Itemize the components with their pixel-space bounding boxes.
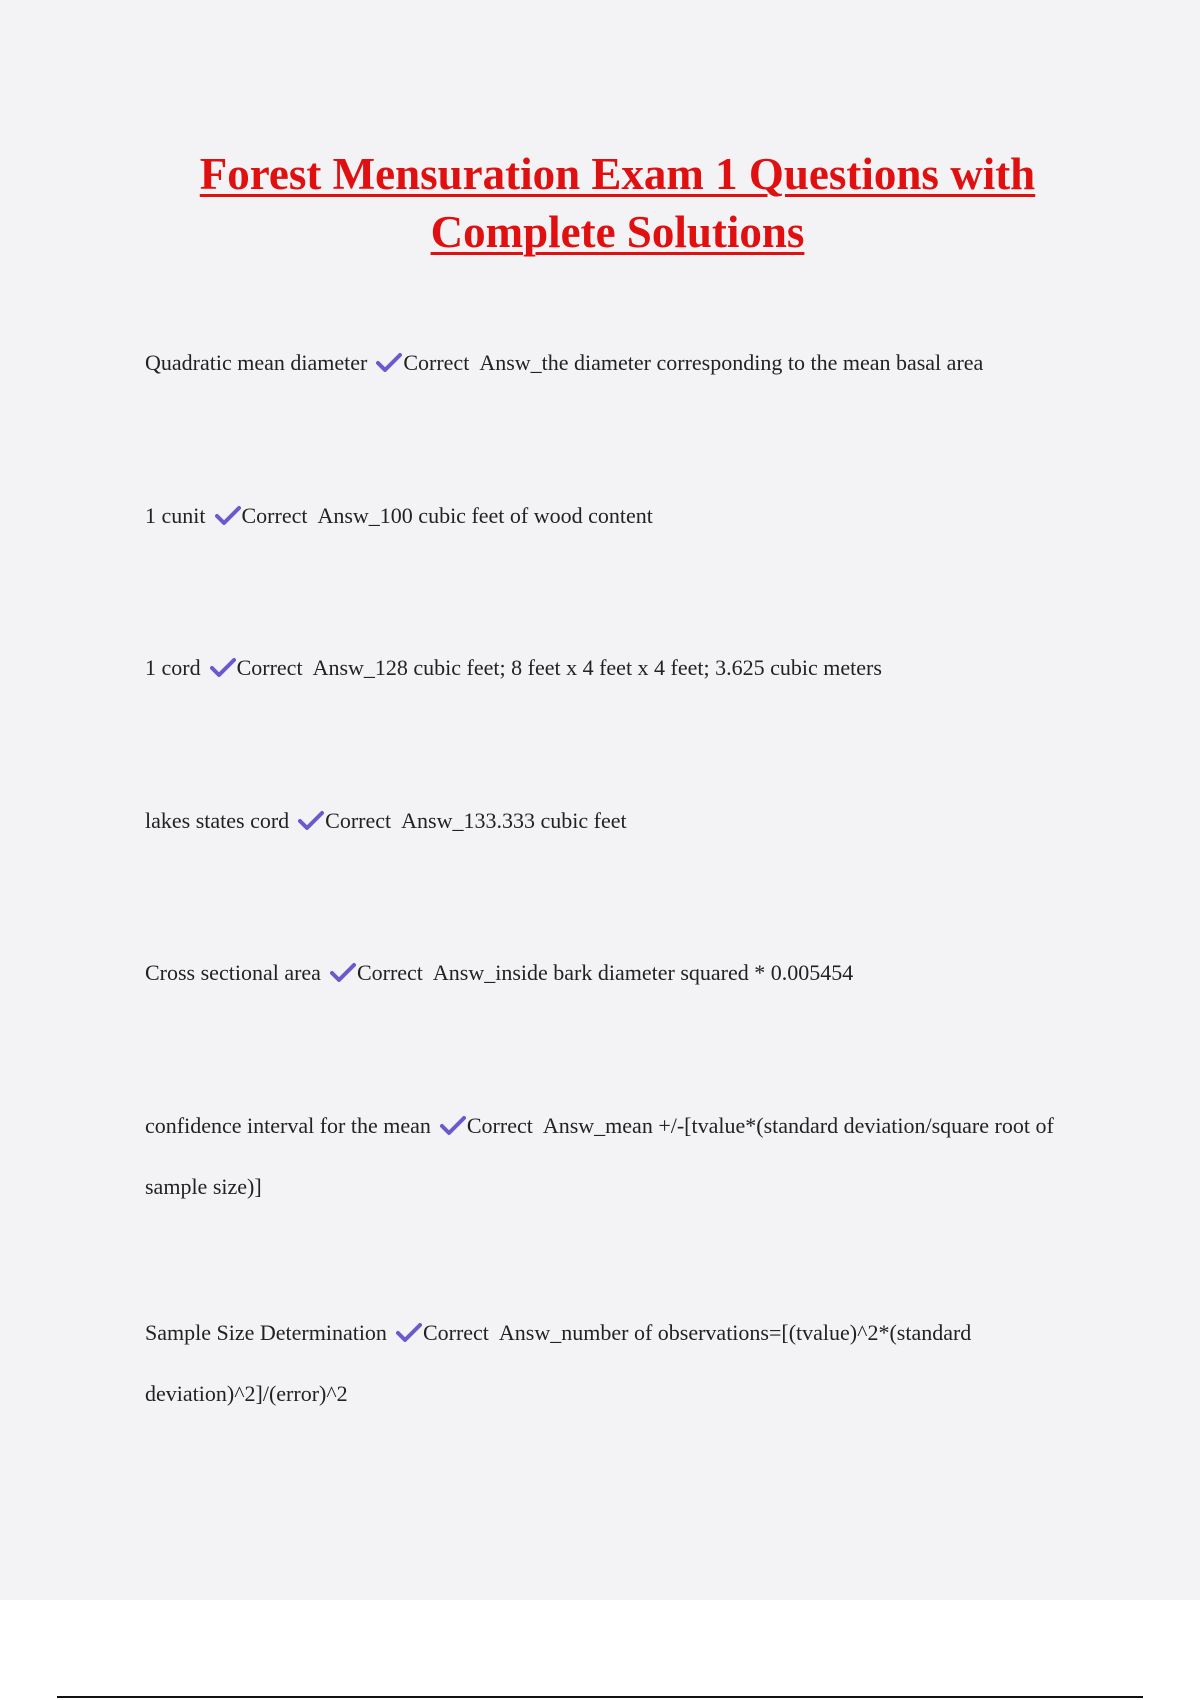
check-mark-icon: [396, 1321, 422, 1343]
correct-label: Correct: [403, 350, 470, 375]
answer-text: Answ_number of observations=[(tvalue)^2*(standard deviation)^2]/(error)^2: [145, 1320, 972, 1406]
question-term: 1 cunit: [145, 503, 206, 528]
qa-item: [145, 1095, 1085, 1217]
question-term: Sample Size Determination: [145, 1320, 387, 1345]
correct-label: Correct: [422, 1320, 489, 1345]
correct-label: Correct: [241, 503, 308, 528]
question-term: confidence interval for the mean: [145, 1113, 431, 1138]
correct-label: Correct: [236, 655, 303, 680]
question-term: 1 cord: [145, 655, 201, 680]
qa-item: [145, 790, 1085, 851]
qa-item: [145, 332, 1085, 393]
footer-area: [0, 1600, 1200, 1700]
answer-text: Answ_133.333 cubic feet: [401, 808, 627, 833]
answer-text: Answ_128 cubic feet; 8 feet x 4 feet x 4 feet; 3.625 cubic meters: [312, 655, 882, 680]
question-term: Cross sectional area: [145, 960, 321, 985]
qa-item: [145, 1302, 1085, 1424]
question-term: lakes states cord: [145, 808, 290, 833]
check-mark-icon: [330, 961, 356, 983]
answer-text: Answ_the diameter corresponding to the mean basal area: [479, 350, 984, 375]
footer-divider: [57, 1696, 1143, 1698]
check-mark-icon: [440, 1114, 466, 1136]
answer-text: Answ_100 cubic feet of wood content: [317, 503, 653, 528]
correct-label: Correct: [356, 960, 423, 985]
qa-item: [145, 942, 1085, 1003]
check-mark-icon: [298, 809, 324, 831]
qa-item: [145, 485, 1085, 546]
correct-label: Correct: [325, 808, 392, 833]
check-mark-icon: [210, 656, 236, 678]
answer-text: Answ_mean +/-[tvalue*(standard deviation/square root of sample size)]: [145, 1113, 1054, 1199]
correct-label: Correct: [466, 1113, 533, 1138]
answer-text: Answ_inside bark diameter squared * 0.005454: [432, 960, 854, 985]
qa-item: [145, 637, 1085, 698]
check-mark-icon: [215, 504, 241, 526]
document-title: Forest Mensuration Exam 1 Questions with Complete Solutions: [199, 149, 1036, 257]
check-mark-icon: [376, 351, 402, 373]
question-term: Quadratic mean diameter: [145, 350, 368, 375]
